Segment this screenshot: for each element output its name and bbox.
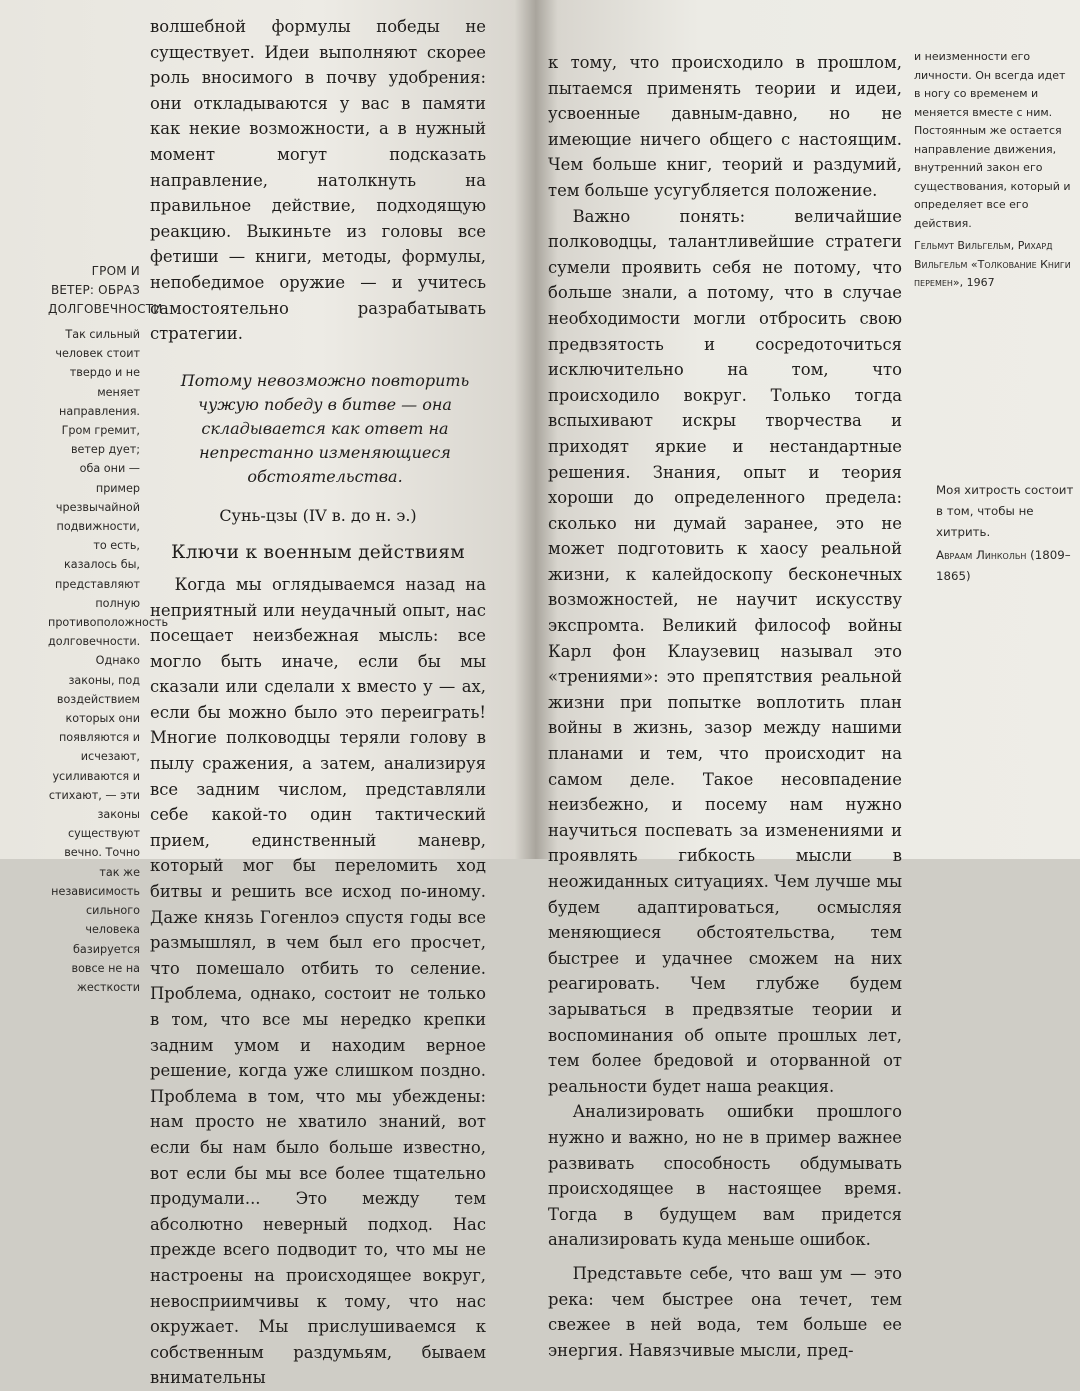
paragraph: Представьте себе, что ваш ум — это река: чем быстрее она течет, тем свежее в ней вода, тем больше ее энергия. Навязчивые мысли, пред- [548, 1263, 902, 1360]
margin-note-text: и неизменности его личности. Он всегда идет в ногу со временем и меняется вместе с ним. Постоянным же остается направление движения, внутренний закон его существования, который и определяет все его действия. [914, 50, 1071, 230]
left-main-column [150, 14, 486, 1391]
left-page [0, 0, 536, 1388]
margin-quote-text: Моя хитрость состоит в том, чтобы не хитрить. [936, 483, 1074, 539]
margin-note-attribution: Гельмут Вильгельм, Рихард Вильгельм «Толкование Книги перемен», 1967 [914, 239, 1071, 289]
margin-quote [936, 480, 1076, 587]
margin-note-text: Так сильный человек стоит твердо и не меняет направления. Гром гремит, ветер дует; оба они — пример чрезвычайной подвижности, то есть, казалось бы, представляют полную противоположность долговечности. Однако законы, под воздействием которых они появляются и исчезают, усиливаются и стихают, — эти законы существуют вечно. Точно так же независимость сильного человека базируется вовсе не на жесткости [48, 328, 169, 994]
paragraph-continuation: к тому, что происходило в прошлом, пытаемся применять теории и идеи, усвоенные давным-давно, но не имеющие ничего общего с настоящим. Чем больше книг, теорий и раздумий, тем больше усугубляется положение. [548, 53, 902, 200]
epigraph-quote: Потому невозможно повторить чужую победу в битве — она складывается как ответ на непрестанно изменяющиеся обстоятельства. [180, 370, 470, 486]
right-margin-note [914, 48, 1074, 293]
margin-note-title: ГРОМ И ВЕТЕР: ОБРАЗ ДОЛГОВЕЧНОСТИ [48, 264, 163, 316]
margin-quote-attribution: Авраам Линкольн (1809–1865) [936, 548, 1071, 583]
lead-paragraph: волшебной формулы победы не существует. Идеи выполняют скорее роль вносимого в почву удобрения: они откладываются у вас в памяти как некие возможности, а в нужный момент могут подсказать направление, натолкнуть на правильное действие, подходящую реакцию. Выкиньте из головы все фетиши — книги, методы, формулы, непобедимое оружие — и учитесь самостоятельно разрабатывать стратегии. [150, 17, 486, 344]
paragraph: Анализировать ошибки прошлого нужно и важно, но не в пример важнее развивать способность обдумывать происходящее в настоящее время. Тогда в будущем вам придется анализировать куда меньше ошибок. [548, 1102, 902, 1250]
paragraph: Важно понять: величайшие полководцы, талантливейшие стратеги сумели проявить себя не потому, что больше знали, а потому, что в случае необходимости могли отбросить свою предвзятость и сосредоточиться исключительно на том, что происходило вокруг. Только тогда вспыхивают искры творчества и приходят яркие и нестандартные решения. Знания, опыт и теория хороши до определенного предела: сколько ни думай заранее, это не может подготовить к хаосу реальной жизни, к калейдоскопу бесконечных возможностей, не научит искусству экспромта. Великий философ войны Карл фон Клаузевиц называл это «трениями»: это препятствия реальной жизни при попытке воплотить план войны в жизнь, зазор между нашими планами и тем, что происходит на самом деле. Такое несовпадение неизбежно, и посему нам нужно научиться поспевать за изменениями и проявлять гибкость мысли в неожиданных ситуациях. Чем лучше мы будем адаптироваться, осмысляя меняющиеся обстоятельства, тем быстрее и удачнее сможем на них реагировать. Чем глубже будем зарываться в предвзятые теории и воспоминания об опыте прошлых лет, тем более бредовой и оторванной от реальности будет наша реакция. [548, 206, 902, 1096]
body-paragraph: Когда мы оглядываемся назад на неприятный или неудачный опыт, нас посещает неизбежная мысль: все могло быть иначе, если бы мы сказали или сделали x вместо y — ах, если бы можно было это переиграть! Многие полководцы теряли голову в пылу сражения, а затем, анализируя все задним числом, представляли себе какой-то один тактический прием, единственный маневр, который мог бы переломить ход битвы и решить все исход по-иному. Даже князь Гогенлоэ спустя годы все размышлял, в чем был его просчет, что помешало отбить то селение. Проблема, однако, состоит не только в том, что все мы нередко крепки задним умом и находим верное решение, когда уже слишком поздно. Проблема в том, что мы убеждены: нам просто не хватило знаний, вот если бы нам было больше известно, вот если бы мы все более тщательно продумали... Это между тем абсолютно неверный подход. Нас прежде всего подводит то, что мы не настроены на происходящее вокруг, невосприимчивы к тому, что нас окружает. Мы прислушиваемся к собственным раздумьям, бываем внимательны [150, 574, 486, 1388]
epigraph-author: Сунь-цзы (IV в. до н. э.) [219, 505, 417, 525]
section-heading: Ключи к военным действиям [171, 542, 465, 564]
right-page [536, 0, 1080, 1360]
right-main-column [548, 50, 902, 1363]
left-margin-note [48, 262, 169, 997]
